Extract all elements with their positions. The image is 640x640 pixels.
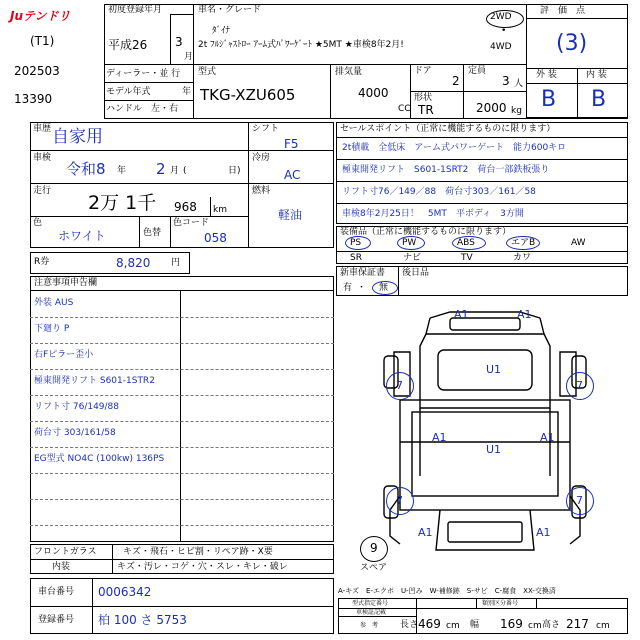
door-label: ドア [414,66,432,76]
width-label: 幅 [470,620,480,630]
grade-label: 評 価 点 [540,6,586,16]
int-value: B [591,87,607,112]
width-value: 169 [500,617,523,631]
reg-month: 3 [175,35,183,49]
notes-title: 注意事項申告欄 [34,278,98,288]
fuel-label: 燃料 [252,186,271,196]
glass-label: フロントガラス [34,547,97,557]
disp-label: 排気量 [335,67,363,77]
sales-line-4: 車検8年2月25日！ 5MT 平ボディ 3方開 [342,209,524,219]
drive-2wd: 2WD [490,12,512,22]
type-label: 型式 [198,67,217,77]
damage-legend: A-キズ E-エクボ U-凹み W-補修跡 S-サビ C-腐食 XX-交換済 [338,587,556,595]
note-5: リフト寸 76/149/88 [34,402,120,412]
brand-logo-text: Juテンドリ [10,9,71,23]
chassis-value: 0006342 [98,585,152,599]
header-tag: (T1) [30,34,55,48]
equip-ps: PS [350,238,362,248]
warranty-label: 新車保証書 [340,268,386,278]
cap-value: 3 [502,74,510,88]
model-year-unit: 年 [182,87,192,97]
note-6: 荷台寸 303/161/58 [34,428,116,438]
grade-score: (3) [556,31,588,56]
model-year-label: モデル年式 [106,87,151,97]
spare-label: スペア [360,563,388,573]
sales-line-2: 極東開発リフト S601-1SRT2 荷台一部鉄板張り [342,165,550,175]
owner-label: 後日品 [402,268,430,278]
shift-label: シフト [252,124,280,134]
damage-bed: U1 [486,443,502,456]
load-unit: kg [511,106,522,116]
use-value: 自家用 [52,127,103,147]
interior-value: キズ・汚レ・コゲ・穴・スレ・キレ・破レ [117,562,288,572]
disp-unit: CC [398,104,411,114]
warranty-no: 無 [379,283,389,293]
equip-sr: SR [350,253,362,263]
aircon-value: AC [284,168,301,182]
insp-era-unit: 年 [117,166,127,176]
header-ref1: 202503 [14,64,60,78]
shape-value: TR [418,103,434,117]
color-label: 色 [33,218,43,228]
int-label: 内 装 [586,70,607,80]
chassis-label: 車台番号 [38,587,75,597]
shape-label: 形状 [414,93,433,103]
drive-4wd: 4WD [490,42,512,52]
insp-era: 令和8 [66,160,106,178]
note-4: 極東開発リフト S601-1STR2 [34,376,155,386]
equip-aw: AW [571,238,586,248]
mileage-label: 走行 [33,186,52,196]
insp-label: 車検 [33,153,52,163]
shift-value: F5 [284,137,299,151]
damage-front-left: A1 [454,308,469,321]
note-2: 下廻り P [34,324,70,334]
car-name: ﾀﾞｲﾅ [212,26,231,36]
equip-leather: カワ [513,253,532,263]
ext-label: 外 装 [536,70,557,80]
spare-value: 9 [370,541,378,555]
damage-right-mirror: 7 [576,379,583,392]
cap-unit: 人 [514,79,524,89]
damage-roof: U1 [486,363,502,376]
damage-left-rear: 7 [396,494,403,507]
warranty-sep: ・ [357,283,367,293]
ext-value: B [541,87,557,112]
brand-logo [10,5,100,23]
reg-label: 初度登録年月 [108,5,163,15]
damage-left-door: A1 [432,431,447,444]
ref-label: 参 考 [360,622,379,629]
sales-line-1: 2t積載 全低床 アーム式パワーゲート 能力600キロ [342,143,567,153]
length-label: 長さ [400,620,419,630]
recycle-value: 8,820 [116,256,151,270]
sales-title: セールスポイント（正常に機能するものに限ります） [340,124,556,134]
aircon-label: 冷房 [252,153,271,163]
paint-label: 色替 [143,228,162,238]
equip-pw: PW [402,238,417,248]
door-value: 2 [452,74,460,88]
dealer-label: ディーラー・並 行 [106,69,181,79]
sales-line-3: リフト寸76／149／88 荷台寸303／161／58 [342,187,536,197]
length-unit: cm [446,621,460,631]
insp-day-unit: 日) [228,166,241,176]
damage-rear-left: A1 [418,526,433,539]
disp-value: 4000 [358,86,389,100]
equip-title: 装備品（正常に機能するものに限ります） [340,227,512,237]
vehicle-diagram [340,296,630,580]
equip-tv: TV [461,253,473,263]
handle-label: ハンドル 左・右 [106,104,179,114]
plate-label: 登録番号 [38,615,75,625]
warranty-yes: 有 [343,283,353,293]
width-unit: cm [528,621,542,631]
mileage-value: 2万 1千 [88,192,157,214]
height-value: 217 [566,617,589,631]
reg-month-unit: 月 [184,52,194,62]
interior-label: 内装 [52,562,71,572]
code-value: 058 [204,231,227,245]
insp-month-unit: 月 [170,166,180,176]
damage-left-mirror: 7 [396,379,403,392]
mileage-unit: km [213,205,227,215]
recycle-unit: 円 [171,258,181,268]
length-value: 469 [418,617,441,631]
fuel-value: 軽油 [278,208,303,222]
car-grade: 2t ﾌﾙｼﾞｬｽﾄﾛｰ ｱｰﾑ式ﾊﾟﾜｰｹﾞｰﾄ ★5MT ★車検8年2月! [198,40,404,50]
glass-value: キズ・飛石・ヒビ割・リペア跡・X要 [123,547,273,557]
damage-front-right: A1 [517,308,532,321]
recycle-label: R券 [34,257,50,267]
code-label: 色コード [173,218,210,228]
height-label: 高さ [542,620,561,630]
damage-rear-right: A1 [536,526,551,539]
equip-abs: ABS [457,238,475,248]
cert-label: 車検証記載 [356,609,387,616]
insp-paren: ( [183,166,187,176]
class-no-label: 類別区分番号 [482,600,519,607]
load-value: 2000 [476,101,507,115]
height-unit: cm [596,621,610,631]
color-value: ホワイト [58,229,106,243]
note-7: EG型式 NO4C (100kw) 136PS [34,454,165,464]
use-label: 車歴 [33,124,52,134]
damage-right-door: A1 [540,431,555,444]
insp-month: 2 [156,160,166,178]
header-ref2: 13390 [14,92,53,106]
cap-label: 定員 [468,66,487,76]
note-3: 右Fピラー歪小 [34,350,94,360]
equip-navi: ナビ [403,253,422,263]
drive-dot: • [501,26,507,36]
equip-airbag: エアB [511,238,536,248]
note-1: 外装 AUS [34,298,74,308]
type-no-label: 型式指定番号 [352,600,389,607]
damage-right-rear: 7 [576,494,583,507]
name-label: 車名・グレード [198,5,262,15]
plate-value: 柏 100 さ 5753 [98,613,187,627]
reg-era-year: 平成26 [108,38,148,52]
mileage-rest: 968 [174,200,197,214]
type-value: TKG-XZU605 [200,86,296,104]
